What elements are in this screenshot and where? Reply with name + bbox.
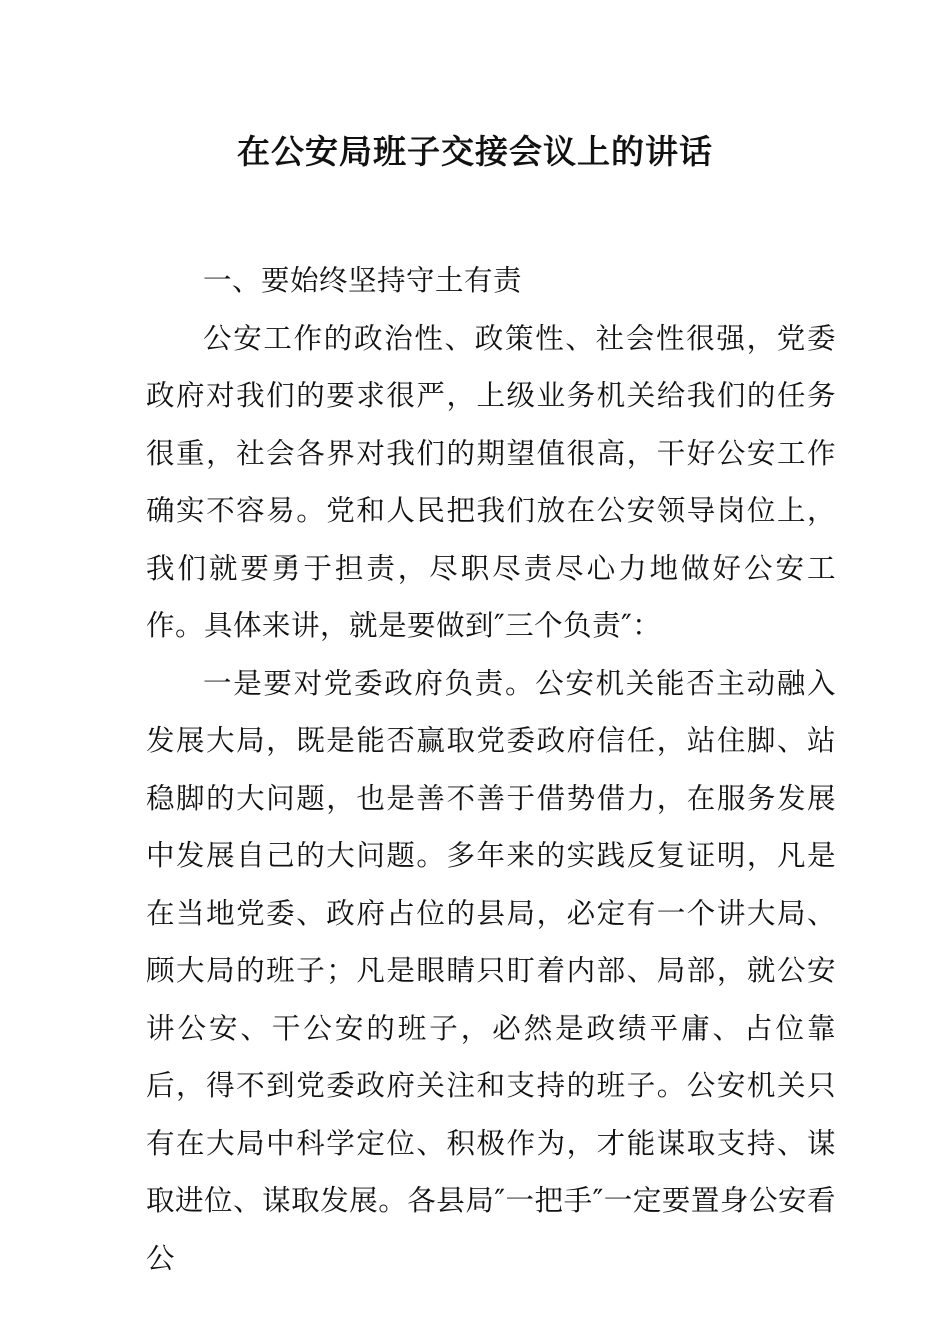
section-heading: 一、要始终坚持守土有责 [203,264,523,297]
paragraph: 一是要对党委政府负责。公安机关能否主动融入发展大局，既是能否赢取党委政府信任，站住脚、站稳脚的大问题，也是善不善于借势借力，在服务发展中发展自己的大问题。多年来的实践反复证明，凡是在当地党委、政府占位的县局，必定有一个讲大局、顾大局的班子；凡是眼睛只盯着内部、局部，就公安讲公安、干公安的班子，必然是政绩平庸、占位靠后，得不到党委政府关注和支持的班子。公安机关只有在大局中科学定位、积极作为，才能谋取支持、谋取进位、谋取发展。各县局″一把手″一定要置身公安看公 [146,666,836,1275]
document-body [146,252,836,1287]
paragraph: 公安工作的政治性、政策性、社会性很强，党委政府对我们的要求很严，上级业务机关给我们的任务很重，社会各界对我们的期望值很高，干好公安工作确实不容易。党和人民把我们放在公安领导岗位上，我们就要勇于担责，尽职尽责尽心力地做好公安工作。具体来讲，就是要做到″三个负责″： [146,321,836,642]
document-title: 在公安局班子交接会议上的讲话 [237,132,713,171]
